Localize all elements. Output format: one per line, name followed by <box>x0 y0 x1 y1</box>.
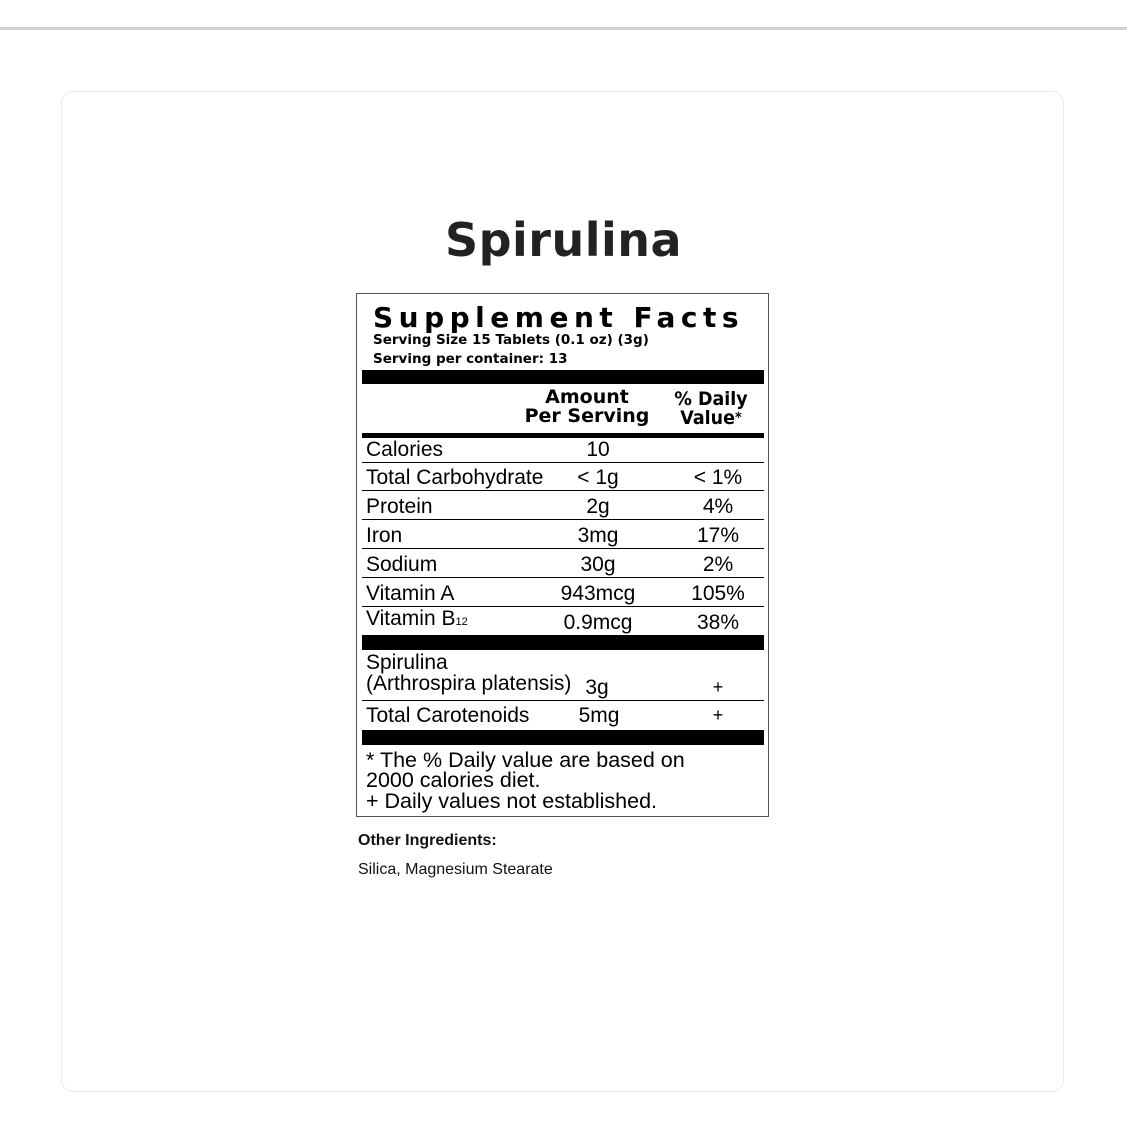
nutrient-row <box>362 464 764 491</box>
nutrient-amount: 943mcg <box>560 582 636 605</box>
thick-divider <box>362 370 764 384</box>
other-nutrient-name-line1: Spirulina <box>366 651 448 674</box>
other-nutrient-amount: 3g <box>585 676 609 699</box>
product-title: Spirulina <box>444 213 683 267</box>
nutrient-row <box>362 579 764 607</box>
other-ingredients-list: Silica, Magnesium Stearate <box>358 861 553 878</box>
nutrient-row <box>362 492 764 520</box>
supplement-facts-label <box>356 293 769 817</box>
nutrient-daily-value: < 1% <box>693 466 743 489</box>
servings-per-container: Serving per container: 13 <box>373 351 568 367</box>
nutrient-row <box>362 550 764 578</box>
header-dv-line2: Value <box>680 407 735 429</box>
nutrient-name-subscript: 12 <box>455 616 468 628</box>
nutrient-row <box>362 521 764 549</box>
nutrient-amount: 0.9mcg <box>563 611 633 634</box>
footnote-line2: 2000 calories diet. <box>366 768 541 792</box>
nutrient-amount: < 1g <box>577 466 619 489</box>
nutrient-daily-value: 38% <box>696 611 740 634</box>
header-dv-line1: % Daily <box>674 388 748 410</box>
nutrient-row <box>362 438 764 463</box>
other-nutrient-name <box>366 652 571 694</box>
other-nutrient-daily-value: + <box>712 705 724 725</box>
header-dv-star: * <box>734 410 742 426</box>
nutrient-name: Protein <box>366 495 433 518</box>
nutrient-amount: 30g <box>580 553 616 576</box>
nutrient-name: Calories <box>366 438 444 461</box>
header-amount-line1: Amount <box>545 386 629 408</box>
other-nutrient-amount: 5mg <box>578 704 620 727</box>
header-amount <box>517 388 657 426</box>
nutrient-name: Vitamin A <box>366 582 455 605</box>
other-nutrient-name-line2: (Arthrospira platensis) <box>366 672 572 695</box>
nutrient-name: Total Carbohydrate <box>366 466 544 489</box>
nutrient-amount: 3mg <box>577 524 619 547</box>
nutrient-name: Sodium <box>366 553 438 576</box>
nutrient-daily-value: 17% <box>696 524 740 547</box>
nutrient-amount: 10 <box>586 438 610 461</box>
thick-divider <box>362 730 764 745</box>
nutrient-name-text: Vitamin B <box>366 607 456 630</box>
other-nutrient-row <box>362 702 764 728</box>
footnote-line1: * The % Daily value are based on <box>366 748 685 772</box>
nutrient-amount: 2g <box>586 495 610 518</box>
nutrient-row <box>362 608 764 635</box>
other-nutrient-row <box>362 650 764 701</box>
nutrient-daily-value: 4% <box>702 495 734 518</box>
label-title: Supplement Facts <box>373 301 745 334</box>
other-nutrient-daily-value: + <box>712 677 724 697</box>
nutrient-daily-value: 105% <box>691 582 745 605</box>
nutrient-name: Iron <box>366 524 403 547</box>
top-divider <box>0 27 1127 30</box>
other-ingredients-title: Other Ingredients: <box>358 832 497 849</box>
nutrient-name <box>366 607 468 634</box>
header-daily-value <box>664 390 758 428</box>
thick-divider <box>362 635 764 650</box>
footnote-line3: + Daily values not established. <box>366 789 658 813</box>
header-amount-line2: Per Serving <box>524 405 650 427</box>
other-nutrient-name: Total Carotenoids <box>366 704 530 727</box>
serving-size: Serving Size 15 Tablets (0.1 oz) (3g) <box>373 332 649 348</box>
nutrient-daily-value: 2% <box>702 553 734 576</box>
